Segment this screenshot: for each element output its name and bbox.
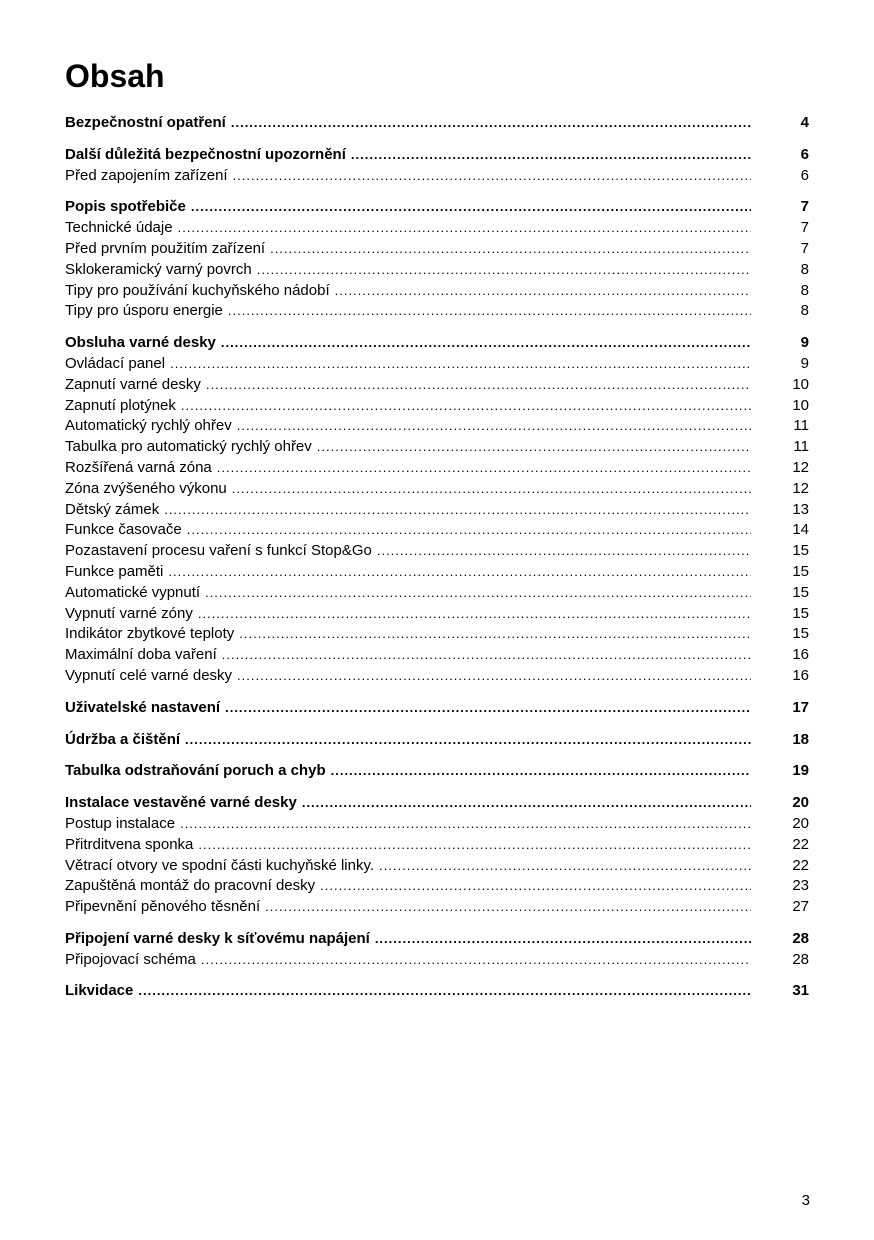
dot-leader [237,666,751,687]
toc-entry [65,416,809,437]
toc-entry [65,281,809,302]
dot-leader [205,583,751,604]
toc-entry [65,897,809,918]
dot-leader [185,730,751,751]
toc-entry [65,301,809,322]
toc-entry-page: 8 [800,281,809,299]
toc-section-heading-page: 9 [800,334,809,352]
toc-entry-label: Vypnutí celé varné desky [65,666,233,684]
toc-entry [65,876,809,897]
toc-entry [65,437,809,458]
toc-section-heading [65,730,809,751]
toc-section-heading-label: Likvidace [65,982,134,1000]
toc-entry-page: 23 [792,877,809,895]
dot-leader [206,375,751,396]
toc-section-heading [65,929,809,950]
toc-section-heading [65,761,809,782]
dot-leader [217,458,751,479]
toc-entry-page: 28 [792,950,809,968]
dot-leader [187,520,751,541]
toc-entry [65,239,809,260]
toc-section-heading-page: 4 [800,114,809,131]
table-of-contents [65,113,809,1013]
toc-entry-label: Zapuštěná montáž do pracovní desky [65,877,316,895]
toc-entry [65,541,809,562]
toc-entry-label: Tabulka pro automatický rychlý ohřev [65,438,312,456]
dot-leader [377,541,751,562]
toc-entry-page: 7 [800,219,809,237]
toc-section-heading-label: Obsluha varné desky [65,334,216,352]
toc-section [65,929,809,971]
page-title: Obsah [65,58,165,94]
toc-entry-page: 15 [792,542,809,560]
toc-section-heading [65,793,809,814]
toc-entry-label: Tipy pro úsporu energie [65,302,223,320]
toc-entry-label: Funkce časovače [65,521,182,539]
toc-entry-label: Automatický rychlý ohřev [65,417,232,435]
toc-entry [65,562,809,583]
toc-entry [65,354,809,375]
dot-leader [198,835,751,856]
toc-entry-label: Větrací otvory ve spodní části kuchyňské linky. [65,856,375,874]
dot-leader [221,333,751,354]
dot-leader [237,416,751,437]
dot-leader [375,929,751,950]
toc-section-heading-page: 18 [792,730,809,748]
dot-leader [317,437,751,458]
toc-entry-page: 15 [792,604,809,622]
dot-leader [231,113,751,134]
toc-entry [65,479,809,500]
toc-section [65,981,809,1002]
toc-entry-label: Funkce paměti [65,562,164,580]
toc-entry-label: Přitrditvena sponka [65,835,194,853]
dot-leader [257,260,751,281]
toc-section [65,197,809,322]
toc-section-heading-label: Instalace vestavěné varné desky [65,794,297,812]
toc-entry-label: Zóna zvýšeného výkonu [65,479,227,497]
toc-entry-label: Rozšířená varná zóna [65,458,212,476]
dot-leader [191,197,751,218]
toc-section-heading-label: Údržba a čištění [65,730,181,748]
toc-entry-page: 16 [792,646,809,664]
toc-entry-label: Vypnutí varné zóny [65,604,193,622]
toc-entry [65,666,809,687]
toc-section [65,761,809,782]
toc-section-heading-label: Připojení varné desky k síťovému napájení [65,929,370,947]
dot-leader [198,604,751,625]
toc-section-heading [65,333,809,354]
dot-leader [180,814,751,835]
dot-leader [379,856,751,877]
toc-entry-page: 20 [792,814,809,832]
toc-section-heading-page: 6 [800,145,809,163]
toc-entry [65,500,809,521]
toc-entry [65,814,809,835]
page-number: 3 [801,1192,810,1209]
dot-leader [239,624,751,645]
toc-entry-page: 8 [800,302,809,320]
dot-leader [232,479,751,500]
toc-entry-page: 11 [793,417,809,435]
toc-entry [65,218,809,239]
toc-section [65,113,809,134]
dot-leader [170,354,751,375]
toc-entry-page: 6 [800,166,809,184]
toc-entry [65,950,809,971]
dot-leader [351,145,751,166]
dot-leader [270,239,751,260]
toc-entry-page: 12 [792,479,809,497]
toc-section-heading [65,698,809,719]
toc-section-heading-label: Uživatelské nastavení [65,698,221,716]
toc-entry [65,604,809,625]
toc-entry-page: 15 [792,625,809,643]
toc-entry [65,396,809,417]
dot-leader [138,981,751,1002]
toc-section-heading-page: 19 [792,762,809,780]
toc-entry-page: 22 [792,856,809,874]
toc-section [65,145,809,187]
dot-leader [168,562,751,583]
dot-leader [233,166,751,187]
dot-leader [222,645,751,666]
toc-entry [65,856,809,877]
toc-entry-label: Automatické vypnutí [65,583,201,601]
toc-entry-label: Postup instalace [65,814,176,832]
toc-section-heading-page: 20 [792,794,809,812]
toc-entry [65,260,809,281]
toc-entry [65,835,809,856]
dot-leader [335,281,751,302]
toc-entry-page: 9 [800,354,809,372]
toc-entry-page: 11 [793,438,809,456]
toc-entry [65,458,809,479]
toc-entry-label: Pozastavení procesu vaření s funkcí Stop&Go [65,542,372,560]
toc-section [65,333,809,687]
toc-entry [65,645,809,666]
dot-leader [265,897,751,918]
dot-leader [228,301,751,322]
toc-entry-label: Před prvním použitím zařízení [65,239,266,257]
toc-entry-page: 10 [792,396,809,414]
dot-leader [225,698,751,719]
toc-section-heading-page: 7 [800,198,809,216]
toc-section-heading-page: 31 [792,982,809,1000]
toc-section-heading-page: 17 [792,698,809,716]
toc-entry [65,375,809,396]
toc-entry-page: 12 [792,458,809,476]
toc-entry-page: 13 [792,500,809,518]
toc-entry-label: Technické údaje [65,219,173,237]
toc-entry-page: 14 [792,521,809,539]
toc-entry-page: 16 [792,666,809,684]
toc-entry [65,166,809,187]
dot-leader [178,218,751,239]
toc-entry-label: Ovládací panel [65,354,166,372]
toc-entry-label: Indikátor zbytkové teploty [65,625,235,643]
toc-entry [65,520,809,541]
toc-section-heading [65,145,809,166]
toc-entry-label: Tipy pro používání kuchyňského nádobí [65,281,330,299]
dot-leader [320,876,751,897]
toc-entry-label: Připevnění pěnového těsnění [65,898,261,916]
toc-entry-label: Zapnutí varné desky [65,375,201,393]
toc-entry-label: Dětský zámek [65,500,160,518]
toc-entry [65,583,809,604]
toc-entry-label: Připojovací schéma [65,950,196,968]
toc-entry-label: Zapnutí plotýnek [65,396,176,414]
dot-leader [164,500,751,521]
toc-entry-page: 10 [792,375,809,393]
toc-entry-label: Před zapojením zařízení [65,166,228,184]
toc-entry-page: 15 [792,583,809,601]
toc-section-heading [65,197,809,218]
toc-section-heading-label: Popis spotřebiče [65,198,186,216]
toc-entry-label: Sklokeramický varný povrch [65,260,252,278]
toc-section-heading-label: Bezpečnostní opatření [65,114,226,131]
dot-leader [201,950,751,971]
toc-entry-page: 15 [792,562,809,580]
toc-entry-page: 27 [792,898,809,916]
toc-entry-label: Maximální doba vaření [65,646,217,664]
toc-section-heading [65,113,809,134]
dot-leader [181,396,751,417]
toc-section [65,698,809,719]
toc-section [65,793,809,918]
toc-section [65,730,809,751]
dot-leader [331,761,751,782]
toc-entry-page: 22 [792,835,809,853]
toc-section-heading-page: 28 [792,929,809,947]
toc-section-heading-label: Další důležitá bezpečnostní upozornění [65,145,346,163]
dot-leader [302,793,751,814]
toc-entry [65,624,809,645]
toc-section-heading-label: Tabulka odstraňování poruch a chyb [65,762,326,780]
toc-entry-page: 8 [800,260,809,278]
toc-section-heading [65,981,809,1002]
toc-entry-page: 7 [800,239,809,257]
